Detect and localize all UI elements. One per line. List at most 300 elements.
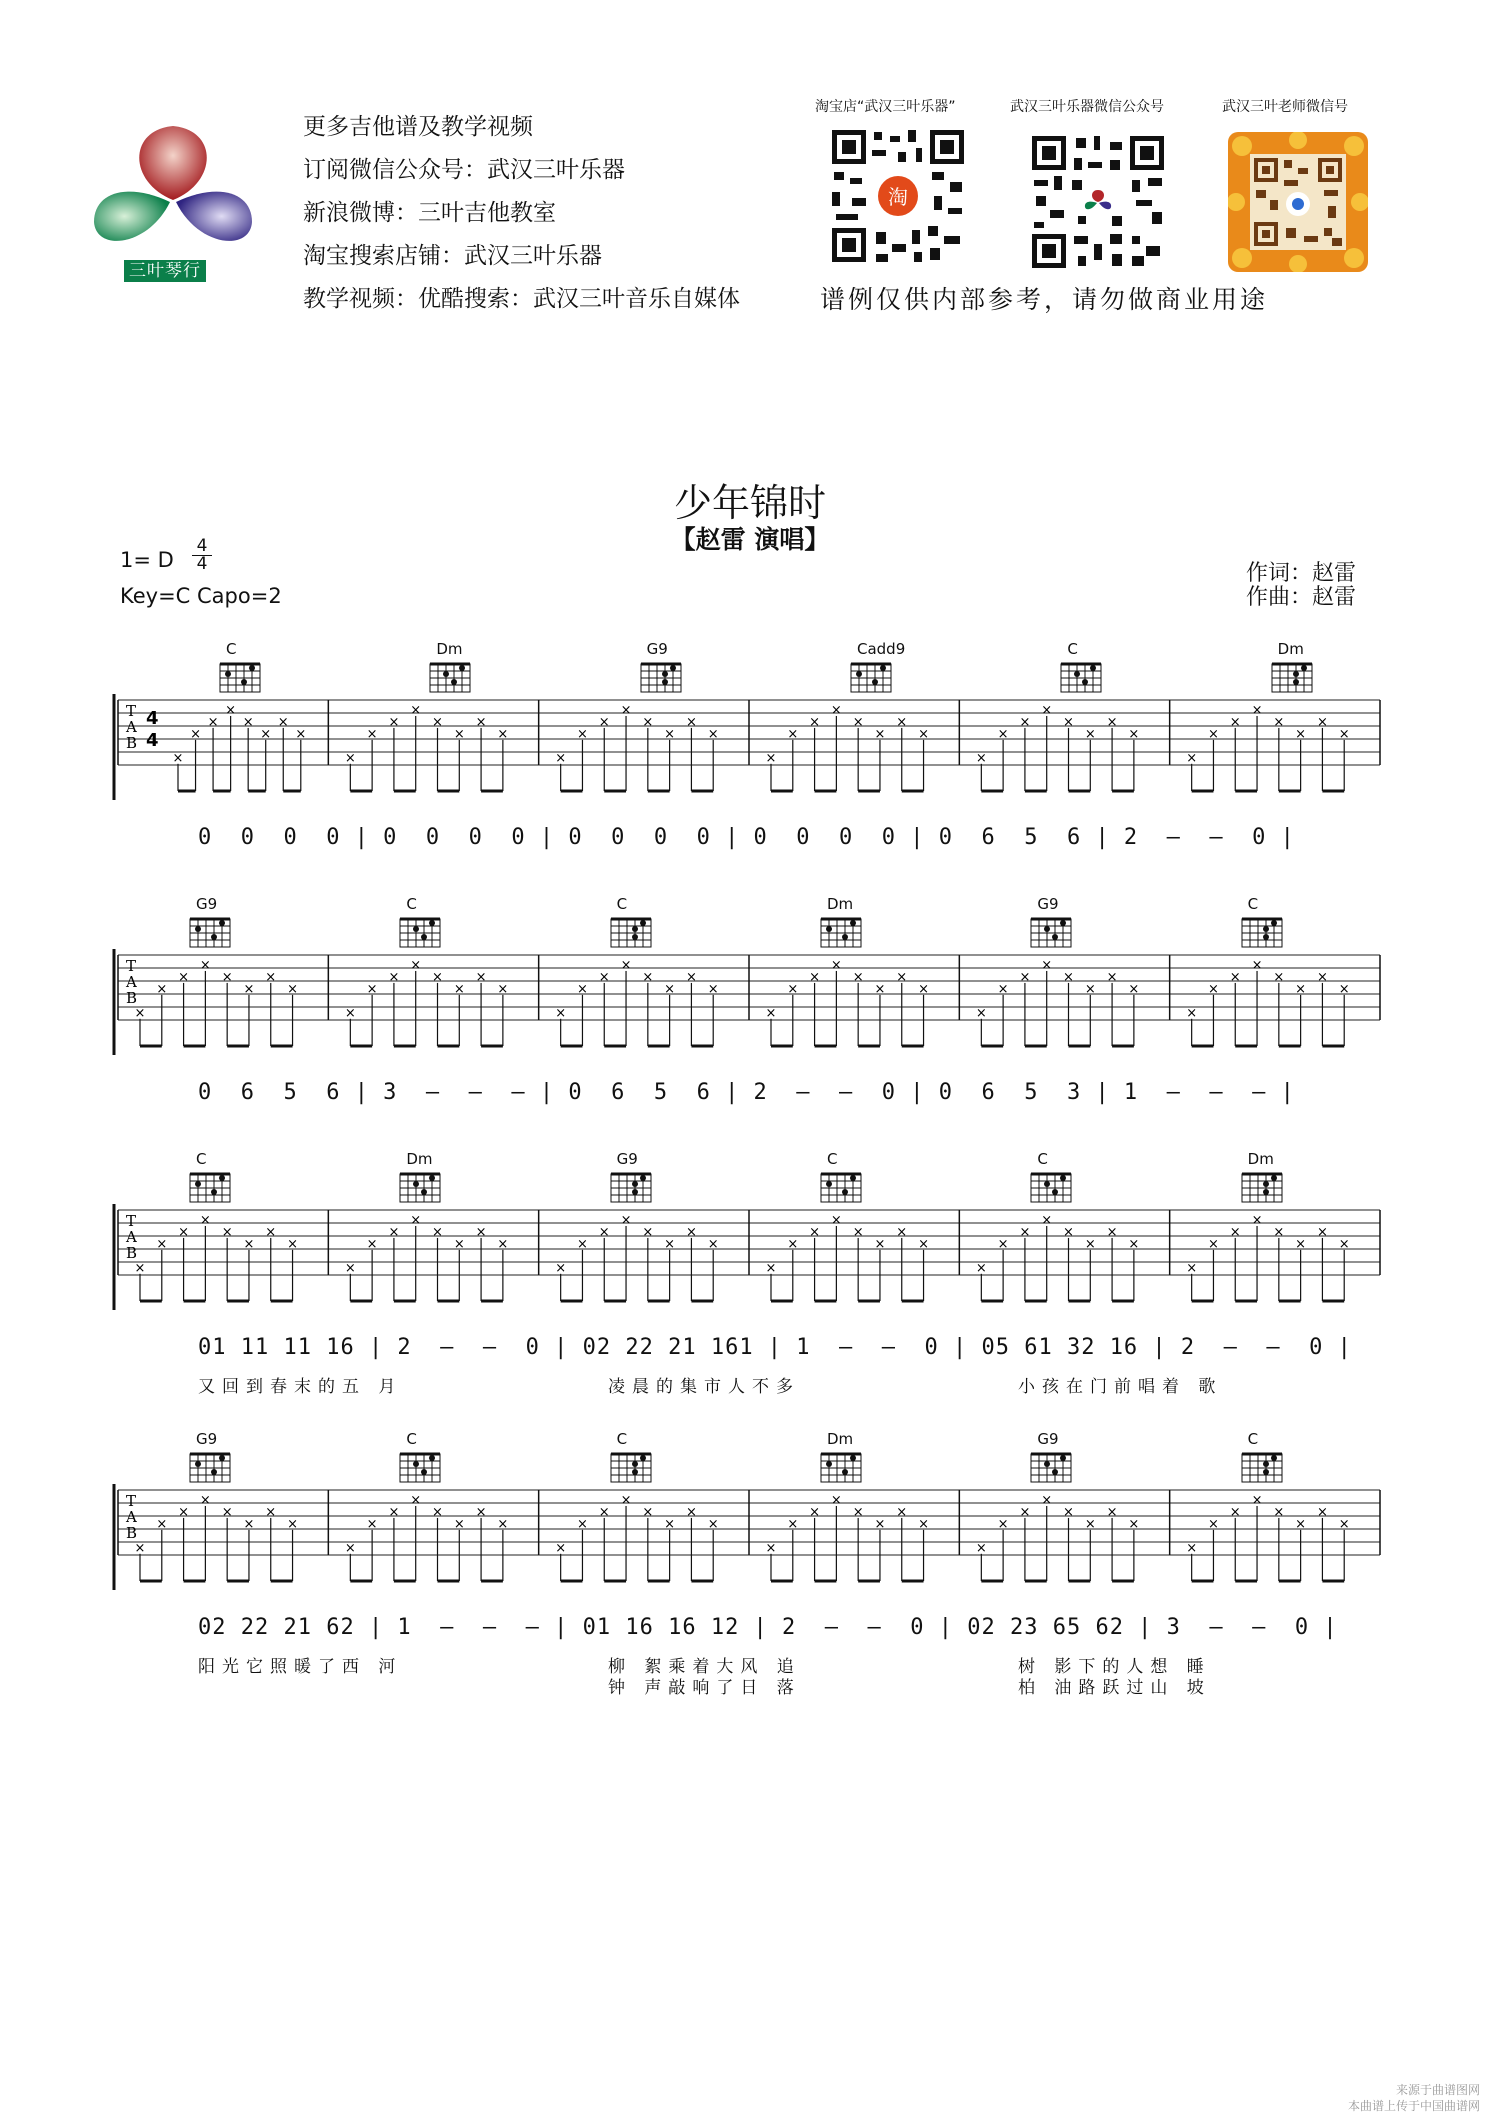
chord-name: Dm [1277, 640, 1304, 658]
chord-name: G9 [616, 1150, 638, 1168]
tab-strum-mark: × [221, 969, 233, 985]
chord-grid-icon [815, 1448, 867, 1486]
qr-code-wechat-teacher-icon[interactable] [1228, 132, 1368, 272]
tab-strum-mark: × [475, 969, 487, 985]
tab-strum-mark: × [830, 1212, 842, 1228]
chord-name: C [226, 640, 237, 658]
time-signature-top: 4 [196, 536, 208, 556]
chord-grid-icon [1025, 913, 1077, 951]
tab-strum-mark: × [918, 1236, 929, 1252]
chord-name: G9 [646, 640, 668, 658]
tab-strum-mark: × [1084, 1236, 1096, 1252]
chord-name: C [616, 895, 628, 913]
tab-strum-mark: × [1106, 1504, 1118, 1520]
tab-strum-mark: × [199, 1212, 211, 1228]
tab-strum-mark: × [1019, 714, 1031, 730]
tab-strum-mark: × [918, 981, 929, 997]
tab-strum-mark: × [997, 1236, 1009, 1252]
tab-strum-mark: × [225, 702, 237, 718]
tab-strum-mark: × [765, 750, 777, 766]
qr-caption-wechat-public: 武汉三叶乐器微信公众号 [1010, 99, 1164, 115]
tab-strum-mark: × [787, 726, 799, 742]
chord-grid-icon [214, 658, 266, 696]
qr-code-wechat-public-icon[interactable] [1028, 132, 1168, 272]
tab-strum-mark: × [344, 1540, 356, 1556]
numbered-notation-line: 02 22 21 62 | 1 — — — | 01 16 16 12 | 2 — — 0 | 02 23 65 62 | 3 — — 0 | [198, 1615, 1338, 1640]
logo [88, 122, 258, 288]
tab-strum-mark: × [1273, 1224, 1285, 1240]
chord-grid-icon [1236, 1448, 1288, 1486]
chord-grid-icon [815, 913, 867, 951]
tab-strum-mark: × [1229, 1504, 1241, 1520]
tab-strum-mark: × [1084, 981, 1096, 997]
chord-grid-icon [605, 913, 657, 951]
tab-strum-mark: × [243, 1516, 255, 1532]
score-system-1 [0, 640, 1500, 900]
chord-name: C [196, 1150, 207, 1168]
tab-strum-mark: × [366, 1516, 378, 1532]
tab-strum-mark: × [642, 969, 654, 985]
chord-grid-icon [635, 658, 687, 696]
tab-strum-mark: × [1186, 1260, 1198, 1276]
tab-strum-mark: × [1251, 957, 1263, 973]
tab-strum-mark: × [277, 714, 289, 730]
song-title: 少年锦时 [673, 481, 826, 525]
tab-strum-mark: × [432, 1224, 443, 1240]
time-signature [192, 538, 212, 573]
tab-strum-mark: × [410, 702, 422, 718]
lyric-line: 又回到春末的五 月 [198, 1377, 403, 1397]
tab-clef-letter: B [126, 989, 138, 1007]
tab-clef-letter: T [126, 1492, 137, 1510]
key-signature: 1= D [120, 548, 174, 572]
tab-strum-mark: × [388, 1224, 400, 1240]
tab-strum-mark: × [344, 1260, 356, 1276]
numbered-notation-line: 0 0 0 0 | 0 0 0 0 | 0 0 0 0 | 0 0 0 0 | 0 6 5 6 | 2 — — 0 | [198, 825, 1295, 850]
tab-strum-mark: × [221, 1224, 233, 1240]
tab-strum-mark: × [577, 1236, 588, 1252]
tab-strum-mark: × [664, 1236, 676, 1252]
tab-strum-mark: × [207, 714, 219, 730]
tab-strum-mark: × [577, 726, 588, 742]
chord-diagram [394, 1430, 446, 1490]
tab-strum-mark: × [555, 1260, 567, 1276]
chord-name: Dm [827, 1430, 854, 1448]
tab-strum-mark: × [707, 1236, 719, 1252]
tab-strum-mark: × [874, 726, 886, 742]
chord-diagram [1025, 1150, 1077, 1210]
numbered-notation-line: 01 11 11 16 | 2 — — 0 | 02 22 21 161 | 1 — — 0 | 05 61 32 16 | 2 — — 0 | [198, 1335, 1352, 1360]
tab-strum-mark: × [1063, 1504, 1074, 1520]
tab-strum-mark: × [1084, 726, 1096, 742]
tab-strum-mark: × [475, 1504, 487, 1520]
info-line-1: 更多吉他谱及教学视频 [303, 114, 533, 140]
tab-strum-mark: × [1229, 969, 1241, 985]
tab-strum-mark: × [156, 1516, 168, 1532]
chord-name: C [827, 1150, 838, 1168]
tab-strum-mark: × [620, 957, 632, 973]
lyric-line: 凌晨的集市人不多 [608, 1377, 800, 1397]
chord-grid-icon [1236, 1168, 1288, 1206]
tab-strum-mark: × [765, 1260, 777, 1276]
tab-strum-mark: × [809, 1504, 821, 1520]
tab-strum-mark: × [874, 981, 886, 997]
chord-name: Dm [436, 640, 463, 658]
tab-strum-mark: × [453, 1516, 465, 1532]
tab-clef-letter: T [126, 702, 137, 720]
tab-strum-mark: × [1251, 1212, 1263, 1228]
chord-grid-icon [394, 1448, 446, 1486]
chord-grid-icon [424, 658, 476, 696]
numbered-notation-line: 0 6 5 6 | 3 — — — | 0 6 5 6 | 2 — — 0 | 0 6 5 3 | 1 — — — | [198, 1080, 1295, 1105]
tab-strum-mark: × [1106, 1224, 1118, 1240]
chord-diagram [394, 1150, 446, 1210]
tab-strum-mark: × [453, 726, 465, 742]
qr-code-taobao-icon[interactable] [828, 126, 968, 266]
tab-strum-mark: × [287, 1236, 298, 1252]
tab-strum-mark: × [1295, 726, 1307, 742]
tab-strum-mark: × [1338, 1516, 1350, 1532]
tab-clef-letter: T [126, 1212, 137, 1230]
logo-leaves-icon [88, 122, 258, 262]
tab-strum-mark: × [975, 1260, 987, 1276]
tab-strum-mark: × [344, 750, 356, 766]
chord-diagram [815, 895, 867, 955]
tab-strum-mark: × [765, 1005, 777, 1021]
tab-clef-letter: B [126, 1244, 138, 1262]
info-line-4: 淘宝搜索店铺：武汉三叶乐器 [303, 243, 602, 269]
tab-strum-mark: × [555, 1005, 567, 1021]
chord-diagram [424, 640, 476, 700]
logo-text: 三叶琴行 [124, 260, 206, 282]
usage-notice: 谱例仅供内部参考，请勿做商业用途 [820, 285, 1269, 314]
tab-strum-mark: × [1041, 1212, 1053, 1228]
tab-strum-mark: × [1041, 957, 1053, 973]
tab-strum-mark: × [178, 1504, 190, 1520]
tab-clef-letter: T [126, 957, 137, 975]
chord-name: C [616, 1430, 628, 1448]
tab-strum-mark: × [344, 1005, 356, 1021]
tab-strum-mark: × [852, 1224, 864, 1240]
chord-name: Dm [827, 895, 854, 913]
footer-line-1: 来源于曲谱图网 [1395, 2083, 1480, 2097]
tab-clef-letter: B [126, 734, 138, 752]
tab-strum-mark: × [432, 714, 443, 730]
tab-strum-mark: × [432, 969, 443, 985]
tab-strum-mark: × [852, 969, 864, 985]
tab-strum-mark: × [1208, 1236, 1219, 1252]
tab-strum-mark: × [366, 1236, 378, 1252]
tab-strum-mark: × [497, 1516, 509, 1532]
tab-strum-mark: × [497, 981, 509, 997]
tab-strum-mark: × [1063, 1224, 1074, 1240]
tab-strum-mark: × [1084, 1516, 1096, 1532]
tab-strum-mark: × [1063, 969, 1074, 985]
song-singer: 【赵雷 演唱】 [670, 525, 830, 554]
key-capo: Key=C Capo=2 [120, 584, 282, 608]
tab-strum-mark: × [1316, 714, 1328, 730]
tab-strum-mark: × [787, 1236, 799, 1252]
tab-strum-mark: × [555, 1540, 567, 1556]
chord-grid-icon [184, 1448, 236, 1486]
tab-strum-mark: × [1273, 714, 1285, 730]
chord-grid-icon [605, 1168, 657, 1206]
tab-strum-mark: × [265, 969, 277, 985]
tab-strum-mark: × [221, 1504, 233, 1520]
chord-name: C [406, 895, 417, 913]
tab-time-signature: 4 [146, 708, 159, 729]
footer-source [1348, 2082, 1480, 2114]
tab-strum-mark: × [1338, 726, 1350, 742]
chord-diagram [184, 1430, 236, 1490]
tab-strum-mark: × [1019, 1224, 1031, 1240]
chord-grid-icon [815, 1168, 867, 1206]
tab-strum-mark: × [1208, 726, 1219, 742]
chord-diagram [1025, 895, 1077, 955]
lyric-line: 柳 絮乘着大风 追 [608, 1657, 801, 1677]
tab-strum-mark: × [1273, 969, 1285, 985]
time-signature-bottom: 4 [192, 555, 212, 573]
info-line-2: 订阅微信公众号：武汉三叶乐器 [303, 157, 625, 183]
lyricist-credit: 作词：赵雷 [1246, 561, 1357, 586]
tab-strum-mark: × [1128, 1516, 1140, 1532]
tab-strum-mark: × [1128, 981, 1140, 997]
tab-strum-mark: × [190, 726, 201, 742]
tab-strum-mark: × [685, 714, 697, 730]
tab-strum-mark: × [598, 1504, 610, 1520]
chord-grid-icon [1025, 1448, 1077, 1486]
tab-strum-mark: × [178, 1224, 190, 1240]
lyric-line-second-verse: 钟 声敲响了日 落 [608, 1678, 801, 1698]
lyric-line-second-verse: 柏 油路跃过山 坡 [1018, 1678, 1211, 1698]
tab-strum-mark: × [918, 1516, 929, 1532]
tab-strum-mark: × [410, 1212, 422, 1228]
chord-grid-icon [845, 658, 897, 696]
chord-diagram [184, 1150, 236, 1210]
score-system-3 [0, 1150, 1500, 1410]
tab-strum-mark: × [1041, 702, 1053, 718]
tab-strum-mark: × [388, 969, 400, 985]
tab-strum-mark: × [1273, 1504, 1285, 1520]
tab-strum-mark: × [577, 981, 588, 997]
tab-strum-mark: × [765, 1540, 777, 1556]
tab-strum-mark: × [975, 750, 987, 766]
chord-grid-icon [1266, 658, 1318, 696]
tab-strum-mark: × [1229, 714, 1241, 730]
chord-name: C [1247, 895, 1259, 913]
chord-diagram [635, 640, 687, 700]
tab-strum-mark: × [265, 1504, 277, 1520]
tab-strum-mark: × [1208, 1516, 1219, 1532]
qr-caption-taobao: 淘宝店“武汉三叶乐器” [815, 99, 956, 115]
chord-name: G9 [1037, 895, 1059, 913]
lyric-line: 阳光它照暖了西 河 [198, 1657, 403, 1677]
tab-strum-mark: × [243, 1236, 255, 1252]
tab-strum-mark: × [134, 1540, 146, 1556]
tab-strum-mark: × [1338, 981, 1350, 997]
tab-strum-mark: × [577, 1516, 588, 1532]
tab-strum-mark: × [830, 957, 842, 973]
tab-strum-mark: × [265, 1224, 277, 1240]
chord-grid-icon [394, 1168, 446, 1206]
tab-strum-mark: × [642, 1224, 654, 1240]
tab-clef-letter: A [126, 1228, 137, 1246]
tab-strum-mark: × [432, 1504, 443, 1520]
tab-strum-mark: × [685, 1504, 697, 1520]
tab-strum-mark: × [260, 726, 272, 742]
tab-strum-mark: × [156, 981, 168, 997]
tab-strum-mark: × [1316, 1504, 1328, 1520]
lyric-line: 小孩在门前唱着 歌 [1018, 1377, 1223, 1397]
chord-name: C [1037, 1150, 1048, 1168]
chord-name: Cadd9 [857, 640, 906, 658]
chord-grid-icon [1055, 658, 1107, 696]
tab-strum-mark: × [997, 981, 1009, 997]
tab-strum-mark: × [366, 726, 378, 742]
chord-diagram [184, 895, 236, 955]
chord-grid-icon [184, 913, 236, 951]
chord-name: C [406, 1430, 417, 1448]
qr-caption-wechat-teacher: 武汉三叶老师微信号 [1222, 99, 1348, 115]
tab-clef-letter: A [126, 1508, 137, 1526]
tab-strum-mark: × [1128, 726, 1140, 742]
tab-strum-mark: × [896, 714, 908, 730]
tab-strum-mark: × [1019, 1504, 1031, 1520]
tab-strum-mark: × [809, 1224, 821, 1240]
tab-strum-mark: × [1208, 981, 1219, 997]
tab-strum-mark: × [199, 1492, 211, 1508]
tab-strum-mark: × [685, 969, 697, 985]
tab-strum-mark: × [809, 969, 821, 985]
chord-diagram [605, 1150, 657, 1210]
score-system-4 [0, 1430, 1500, 1698]
tab-clef-letter: A [126, 973, 137, 991]
tab-strum-mark: × [243, 981, 255, 997]
chord-diagram [394, 895, 446, 955]
chord-diagram [1266, 640, 1318, 700]
tab-strum-mark: × [896, 969, 908, 985]
tab-strum-mark: × [1229, 1224, 1241, 1240]
tab-strum-mark: × [388, 1504, 400, 1520]
tab-strum-mark: × [918, 726, 929, 742]
chord-diagram [605, 1430, 657, 1490]
chord-diagram [815, 1150, 867, 1210]
tab-strum-mark: × [1186, 1005, 1198, 1021]
tab-strum-mark: × [453, 981, 465, 997]
tab-strum-mark: × [707, 1516, 719, 1532]
tab-strum-mark: × [1295, 1516, 1307, 1532]
tab-strum-mark: × [134, 1260, 146, 1276]
footer-line-2: 本曲谱上传于中国曲谱网 [1347, 2099, 1480, 2113]
tab-strum-mark: × [453, 1236, 465, 1252]
tab-strum-mark: × [1316, 969, 1328, 985]
tab-strum-mark: × [1295, 1236, 1307, 1252]
chord-grid-icon [184, 1168, 236, 1206]
tab-strum-mark: × [830, 1492, 842, 1508]
tab-strum-mark: × [475, 1224, 487, 1240]
chord-name: Dm [406, 1150, 433, 1168]
chord-diagram [1236, 1150, 1288, 1210]
tab-strum-mark: × [178, 969, 190, 985]
tab-strum-mark: × [555, 750, 567, 766]
chord-name: G9 [196, 895, 218, 913]
tab-strum-mark: × [1186, 1540, 1198, 1556]
tab-strum-mark: × [787, 1516, 799, 1532]
tab-strum-mark: × [896, 1504, 908, 1520]
chord-diagram [845, 640, 905, 700]
chord-name: C [1247, 1430, 1259, 1448]
tab-strum-mark: × [664, 1516, 676, 1532]
chord-grid-icon [394, 913, 446, 951]
tab-strum-mark: × [707, 726, 719, 742]
tab-strum-mark: × [1251, 1492, 1263, 1508]
tab-strum-mark: × [707, 981, 719, 997]
tab-strum-mark: × [366, 981, 378, 997]
tab-strum-mark: × [156, 1236, 168, 1252]
tab-clef-letter: A [126, 718, 137, 736]
tab-strum-mark: × [475, 714, 487, 730]
tab-strum-mark: × [830, 702, 842, 718]
tab-clef-letter: B [126, 1524, 138, 1542]
tab-strum-mark: × [1186, 750, 1198, 766]
tab-strum-mark: × [685, 1224, 697, 1240]
tab-strum-mark: × [642, 714, 654, 730]
chord-diagram [1236, 895, 1288, 955]
chord-name: C [1067, 640, 1078, 658]
tab-strum-mark: × [997, 726, 1009, 742]
tab-strum-mark: × [642, 1504, 654, 1520]
tab-strum-mark: × [172, 750, 184, 766]
tab-strum-mark: × [388, 714, 400, 730]
tab-strum-mark: × [242, 714, 254, 730]
tab-strum-mark: × [975, 1540, 987, 1556]
chord-grid-icon [605, 1448, 657, 1486]
tab-time-signature: 4 [146, 730, 159, 751]
composer-credit: 作曲：赵雷 [1246, 585, 1357, 610]
tab-strum-mark: × [975, 1005, 987, 1021]
chord-diagram [214, 640, 266, 700]
tab-strum-mark: × [620, 1212, 632, 1228]
lyric-line: 树 影下的人想 睡 [1018, 1657, 1211, 1677]
tab-strum-mark: × [1019, 969, 1031, 985]
tab-strum-mark: × [852, 714, 864, 730]
tab-strum-mark: × [1041, 1492, 1053, 1508]
tab-strum-mark: × [1063, 714, 1074, 730]
tab-strum-mark: × [852, 1504, 864, 1520]
tab-strum-mark: × [598, 1224, 610, 1240]
info-line-3: 新浪微博：三叶吉他教室 [303, 200, 556, 226]
tab-strum-mark: × [287, 1516, 298, 1532]
tab-strum-mark: × [287, 981, 298, 997]
tab-strum-mark: × [787, 981, 799, 997]
tab-strum-mark: × [1316, 1224, 1328, 1240]
tab-strum-mark: × [199, 957, 211, 973]
tab-strum-mark: × [1338, 1236, 1350, 1252]
tab-strum-mark: × [1251, 702, 1263, 718]
qr-center-glyph: 淘 [888, 185, 908, 209]
tab-strum-mark: × [295, 726, 307, 742]
chord-name: G9 [196, 1430, 218, 1448]
chord-name: Dm [1247, 1150, 1274, 1168]
tab-strum-mark: × [874, 1236, 886, 1252]
tab-strum-mark: × [598, 714, 610, 730]
tab-strum-mark: × [1106, 714, 1118, 730]
tab-strum-mark: × [620, 1492, 632, 1508]
chord-diagram [1025, 1430, 1077, 1490]
tab-strum-mark: × [1295, 981, 1307, 997]
tab-strum-mark: × [410, 957, 422, 973]
chord-grid-icon [1236, 913, 1288, 951]
